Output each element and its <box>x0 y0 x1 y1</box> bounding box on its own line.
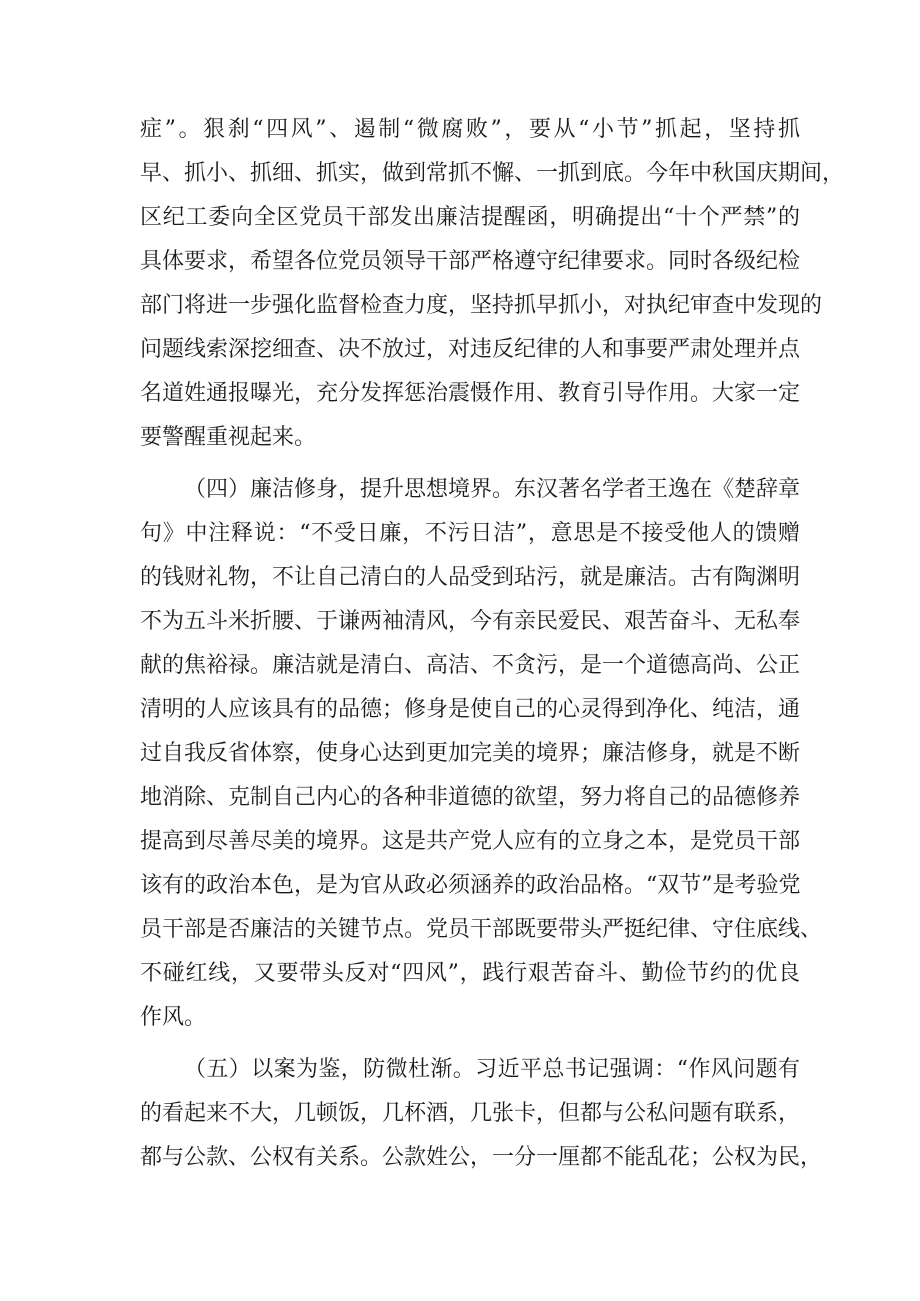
text-line: 员干部是否廉洁的关键节点。党员干部既要带头严挺纪律、守住底线、 <box>140 917 823 942</box>
text-line: 过自我反省体察，使身心达到更加完美的境界；廉洁修身，就是不断 <box>140 741 801 766</box>
text-line: 献的焦裕禄。廉洁就是清白、高洁、不贪污，是一个道德高尚、公正 <box>140 653 801 678</box>
text-line: 的钱财礼物，不让自己清白的人品受到玷污，就是廉洁。古有陶渊明 <box>140 565 801 590</box>
text-line: 名道姓通报曝光，充分发挥惩治震慑作用、教育引导作用。大家一定 <box>140 381 801 406</box>
text-line: 症”。狠刹“四风”、遏制“微腐败”，要从“小节”抓起，坚持抓 <box>140 117 800 142</box>
text-line: 部门将进一步强化监督检查力度，坚持抓早抓小，对执纪审查中发现的 <box>140 293 823 318</box>
text-line: 区纪工委向全区党员干部发出廉洁提醒函，明确提出“十个严禁”的 <box>140 205 800 230</box>
text-line: 的看起来不大，几顿饭，几杯酒，几张卡，但都与公私问题有联系， <box>140 1101 801 1126</box>
text-line: 清明的人应该具有的品德；修身是使自己的心灵得到净化、纯洁，通 <box>140 697 801 722</box>
text-line: 提高到尽善尽美的境界。这是共产党人应有的立身之本，是党员干部 <box>140 829 801 854</box>
text-line: 地消除、克制自己内心的各种非道德的欲望，努力将自己的品德修养 <box>140 785 801 810</box>
text-line: 不碰红线，又要带头反对“四风”，践行艰苦奋斗、勤俭节约的优良 <box>140 961 800 986</box>
text-line: 都与公款、公权有关系。公款姓公，一分一厘都不能乱花；公权为民， <box>140 1145 823 1170</box>
section-heading-line: （四）廉洁修身，提升思想境界。东汉著名学者王逸在《楚辞章 <box>184 477 801 502</box>
text-line: 问题线索深挖细查、决不放过，对违反纪律的人和事要严肃处理并点 <box>140 337 801 362</box>
text-line: 不为五斗米折腰、于谦两袖清风，今有亲民爱民、艰苦奋斗、无私奉 <box>140 609 801 634</box>
text-line: 具体要求，希望各位党员领导干部严格遵守纪律要求。同时各级纪检 <box>140 249 801 274</box>
text-line: 该有的政治本色，是为官从政必须涵养的政治品格。“双节”是考验党 <box>140 873 801 898</box>
text-line: 作风。 <box>140 1005 207 1030</box>
section-heading-line: （五）以案为鉴，防微杜渐。习近平总书记强调：“作风问题有 <box>184 1057 800 1082</box>
text-line: 句》中注释说：“不受日廉，不污日洁”，意思是不接受他人的馈赠 <box>140 521 800 546</box>
text-line: 要警醒重视起来。 <box>140 425 317 450</box>
text-line: 早、抓小、抓细、抓实，做到常抓不懈、一抓到底。今年中秋国庆期间， <box>140 161 845 186</box>
